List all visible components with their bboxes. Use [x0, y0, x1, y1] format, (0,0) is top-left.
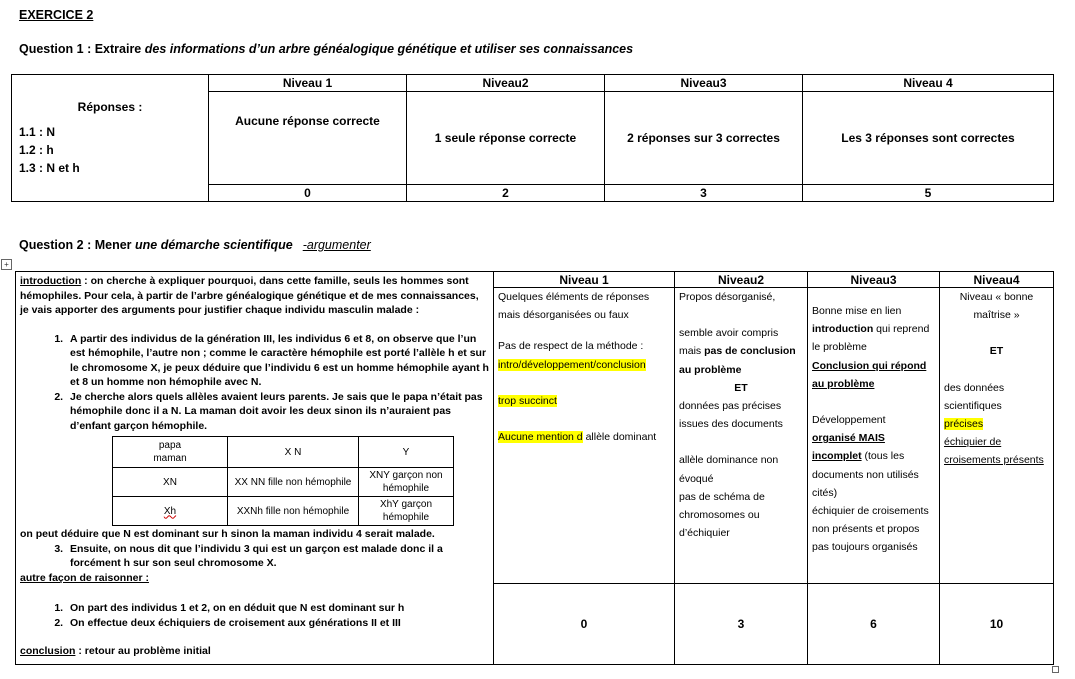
n3-line-5: (tous les documents non utilisés cités): [812, 450, 919, 499]
q1-score-2: 2: [407, 184, 605, 201]
q2-rubric-table: [15, 271, 1054, 665]
argument-item-3: 3. Ensuite, on nous dit que l’individu 3 qui est un garçon est malade donc il a forcément h sur son seul chromosome X.: [66, 542, 489, 571]
n3-line-3: Développement: [812, 414, 886, 427]
q1-score-1: 0: [209, 184, 407, 201]
intro-label: introduction: [20, 275, 82, 287]
conclusion-label: conclusion: [20, 645, 76, 657]
q1-answer-1: 1.1 : N: [19, 124, 56, 139]
argument-list: [20, 332, 489, 527]
grid-r1-c2: XNY garçon non hémophile: [359, 468, 454, 497]
q1-score-3: 3: [605, 184, 803, 201]
n2-line-2: semble avoir compris mais: [679, 327, 779, 358]
q2-heading-argue: -argumenter: [302, 238, 371, 252]
grid-row-2-label: Xh: [113, 497, 228, 526]
q1-heading-prefix: Question 1 : Extraire: [19, 42, 142, 56]
q2-criteria-level-1: [494, 288, 675, 584]
q1-answer-2: 1.2 : h: [19, 142, 54, 157]
n2-line-3: ET: [734, 381, 748, 394]
n3-line-2: Conclusion qui répond au problème: [812, 359, 927, 390]
question-1-heading: [19, 42, 633, 56]
n1-line-2: Pas de respect de la méthode :: [498, 340, 644, 353]
grid-corner: [113, 437, 228, 468]
q1-answer-3: 1.3 : N et h: [19, 160, 80, 175]
argument-item-1: 1. A partir des individus de la génération III, les individus 6 et 8, on observe que l’un est hémophile, l’autre non ; comme le caractère hémophile est porté l’allèle h et sur le chromosome X, je peux déduire que l’individu 6 est un homme hémophile ayant h et 8 un homme non hémophile avec N.: [66, 332, 489, 390]
q2-score-4: 10: [940, 584, 1054, 665]
q2-criteria-level-4: [940, 288, 1054, 584]
grid-r2-c2: XhY garçon hémophile: [359, 497, 454, 526]
q1-level-1: Niveau 1: [209, 75, 407, 92]
grid-row-1-label: XN: [113, 468, 228, 497]
q2-heading-prefix: Question 2 : Mener: [19, 238, 132, 252]
q1-score-4: 5: [803, 184, 1054, 201]
deduction-text: on peut déduire que N est dominant sur h sinon la maman individu 4 serait malade.: [20, 528, 435, 540]
n4-line-1: Niveau « bonne maîtrise »: [959, 291, 1034, 322]
grid-r2-c1: XXNh fille non hémophile: [228, 497, 359, 526]
q1-desc-4: Les 3 réponses sont correctes: [803, 92, 1054, 184]
table-resize-handle[interactable]: [1052, 666, 1059, 673]
q1-answers-cell: [12, 75, 209, 202]
n3-line-4: organisé MAIS incomplet: [812, 432, 885, 463]
n4-line-5: échiquier de croisements présents: [944, 436, 1044, 467]
question-2-heading: [19, 238, 371, 252]
n2-line-2b: pas de conclusion au problème: [679, 345, 796, 376]
q2-criteria-level-2: [675, 288, 808, 584]
n2-line-5: allèle dominance non évoqué: [679, 454, 779, 485]
other-reasoning-label: autre façon de raisonner :: [20, 571, 149, 584]
n1-line-5: Aucune mention d: [498, 431, 583, 444]
n4-line-3: des données scientifiques: [944, 381, 1005, 412]
other-item-2: 2. On effectue deux échiquiers de croisement aux générations II et III: [66, 616, 489, 631]
n1-line-6: allèle dominant: [582, 431, 657, 444]
q2-level-4: Niveau4: [940, 272, 1054, 288]
table-move-handle[interactable]: +: [1, 259, 12, 270]
grid-col-1: X N: [228, 437, 359, 468]
q2-level-1: Niveau 1: [494, 272, 675, 288]
conclusion-text: : retour au problème initial: [75, 645, 211, 657]
other-reasoning-list: [20, 601, 489, 630]
grid-corner-maman: maman: [153, 453, 187, 464]
n3-line-1c: qui reprend le problème: [812, 323, 930, 354]
n3-line-6: échiquier de croisements non présents et propos pas toujours organisés: [812, 505, 929, 554]
n3-line-1b: introduction: [812, 323, 874, 336]
q2-heading-italic: une démarche scientifique: [131, 238, 293, 252]
q2-model-answer-cell: [16, 272, 494, 665]
q2-criteria-level-3: [808, 288, 940, 584]
n4-line-2: ET: [989, 345, 1004, 358]
grid-corner-papa: papa: [158, 440, 182, 451]
grid-r1-c1: XX NN fille non hémophile: [228, 468, 359, 497]
n2-line-6: pas de schéma de chromosomes ou d’échiquier: [679, 490, 765, 540]
n4-line-4: précises: [944, 418, 984, 431]
intro-text: : on cherche à expliquer pourquoi, dans cette famille, seuls les hommes sont hémophiles. Pour cela, à partir de l’arbre généalogique génétique et de mes connaissances, je vais apporter des arguments pour justifier chaque individu masculin malade :: [20, 275, 479, 316]
q2-score-2: 3: [675, 584, 808, 665]
n1-line-1: Quelques éléments de réponses mais désorganisées ou faux: [498, 291, 650, 322]
q2-level-2: Niveau2: [675, 272, 808, 288]
other-item-1: 1. On part des individus 1 et 2, on en déduit que N est dominant sur h: [66, 601, 489, 616]
genotype-grid: [112, 436, 454, 526]
q2-level-3: Niveau3: [808, 272, 940, 288]
n2-line-1: Propos désorganisé,: [679, 291, 776, 303]
argument-list-cont: [20, 542, 489, 571]
q2-score-1: 0: [494, 584, 675, 665]
q1-desc-1: Aucune réponse correcte: [209, 92, 407, 184]
n2-line-4: données pas précises issues des documents: [679, 400, 783, 431]
q1-answers-title: Réponses :: [77, 99, 143, 114]
q1-level-3: Niveau3: [605, 75, 803, 92]
exercise-title: EXERCICE 2: [19, 8, 94, 22]
q1-level-4: Niveau 4: [803, 75, 1054, 92]
q1-desc-3: 2 réponses sur 3 correctes: [605, 92, 803, 184]
argument-item-2: [66, 390, 489, 527]
argument-item-2-text: Je cherche alors quels allèles avaient leurs parents. Je sais que le papa n’était pas hémophile donc il a N. La maman doit avoir les deux sinon ils n’auraient pas d’enfant garçon hémophile.: [70, 390, 483, 432]
q2-score-3: 6: [808, 584, 940, 665]
n1-line-3: intro/développement/conclusion: [498, 358, 646, 371]
grid-col-2: Y: [359, 437, 454, 468]
q1-heading-rest: des informations d’un arbre généalogique génétique et utiliser ses connaissances: [141, 42, 634, 56]
q1-desc-2: 1 seule réponse correcte: [407, 92, 605, 184]
n3-line-1: Bonne mise en lien: [812, 305, 902, 317]
q1-rubric-table: [11, 74, 1054, 202]
q1-level-2: Niveau2: [407, 75, 605, 92]
n1-line-4: trop succinct: [498, 394, 557, 407]
